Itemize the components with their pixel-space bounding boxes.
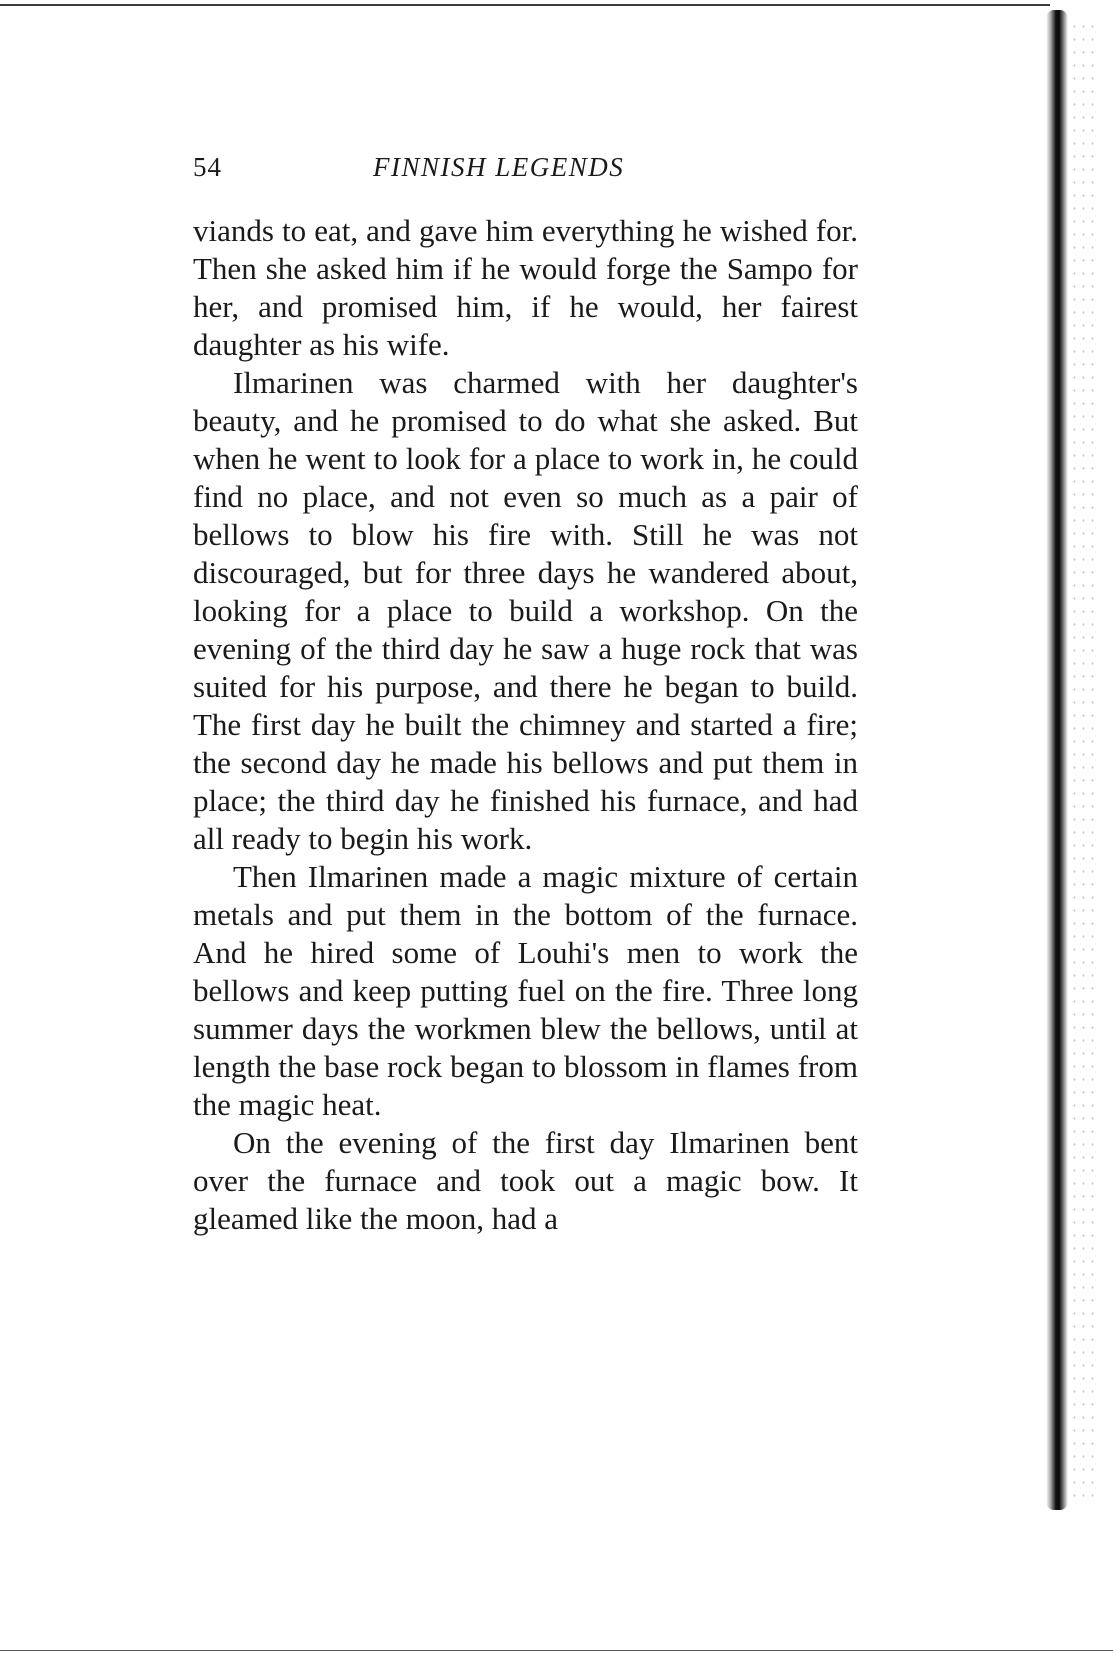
paragraph: Ilmarinen was charmed with her daughter's beauty, and he promised to do what she asked. But when he went to look for a place to work in, he could find no place, and not even so much as a pair of bellows to blow his fire with. Still he was not discouraged, but for three days he wandered about, looking for a place to build a workshop. On the evening of the third day he saw a huge rock that was suited for his purpose, and there he began to build. The first day he built the chimney and started a fire; the second day he made his bellows and put them in place; the third day he finished his furnace, and had all ready to begin his work.: [193, 365, 858, 856]
binding-speckle: [1070, 20, 1100, 1500]
page-number: 54: [193, 152, 222, 182]
binding-shadow: [1046, 10, 1068, 1510]
body-text: [193, 212, 858, 1238]
running-title: FINNISH LEGENDS: [373, 152, 625, 182]
paragraph: On the evening of the first day Ilmarinen bent over the furnace and took out a magic bow. It gleamed like the moon, had a: [193, 1125, 858, 1236]
page-header: [193, 152, 873, 192]
top-page-edge: [0, 4, 1050, 6]
bottom-page-edge: [0, 1650, 1113, 1651]
paragraph: Then Ilmarinen made a magic mixture of certain metals and put them in the bottom of the furnace. And he hired some of Louhi's men to work the bellows and keep putting fuel on the fire. Three long summer days the workmen blew the bellows, until at length the base rock began to blossom in flames from the magic heat.: [193, 859, 858, 1122]
paragraph: viands to eat, and gave him everything he wished for. Then she asked him if he would forge the Sampo for her, and promised him, if he would, her fairest daughter as his wife.: [193, 213, 858, 362]
